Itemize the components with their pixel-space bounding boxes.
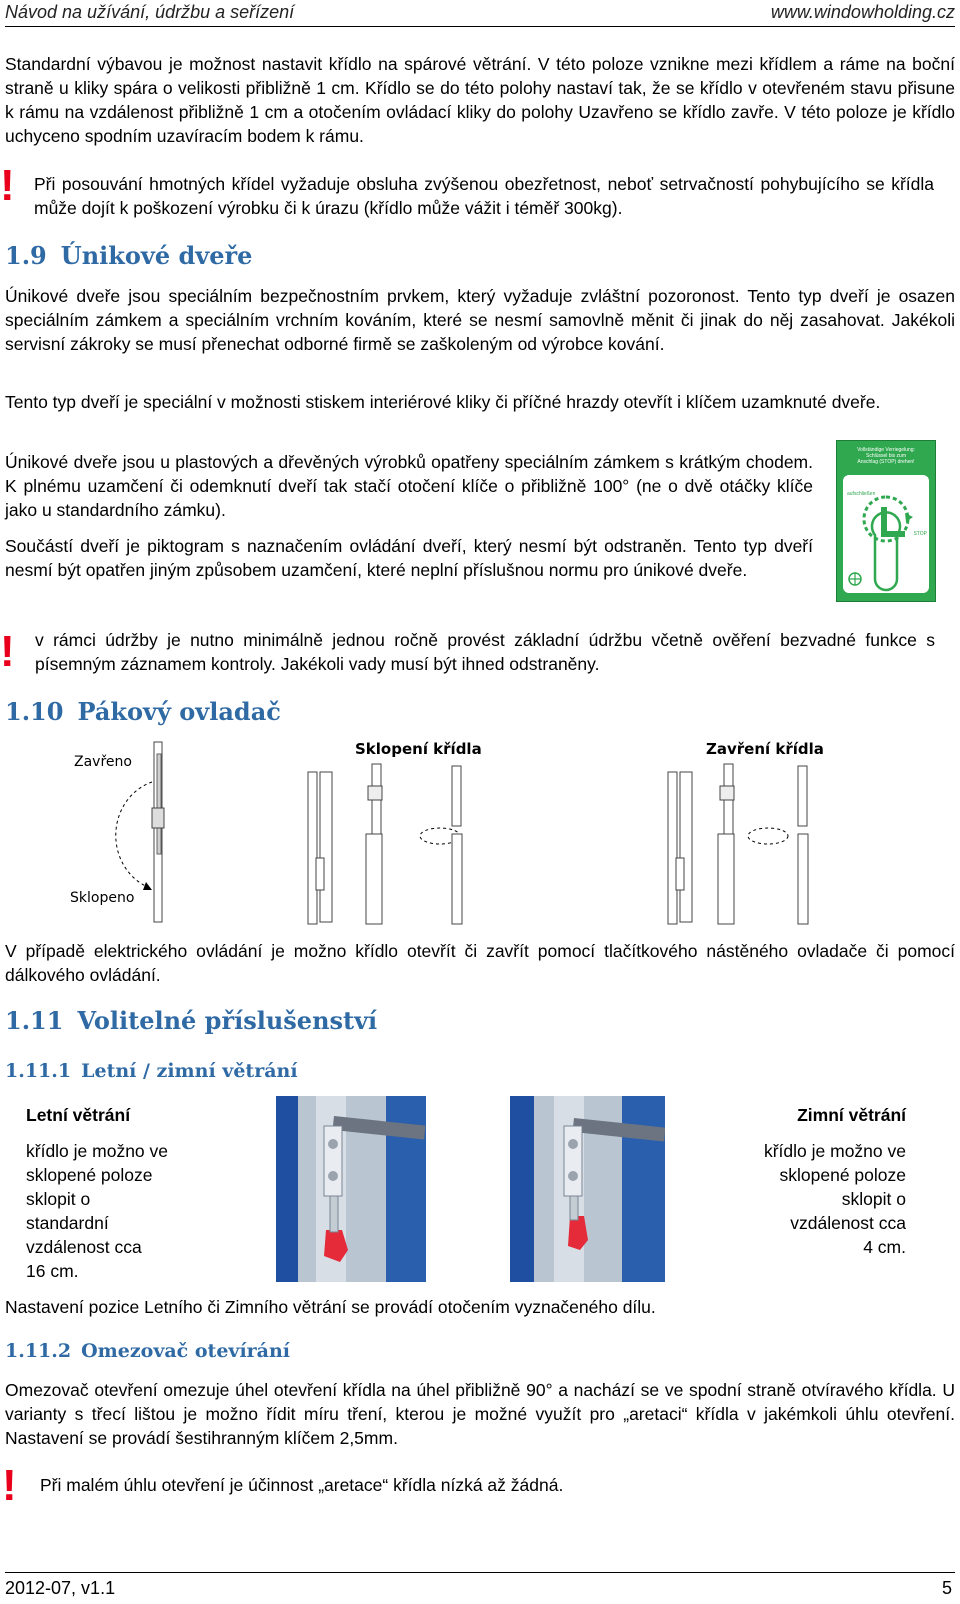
window-fitting-photo-icon	[276, 1096, 426, 1282]
label-tilted: Sklopeno	[70, 890, 135, 906]
section-heading-1-10: 1.10 Pákový ovladač	[5, 697, 281, 726]
pictogram-text-3: Anschlag (STOP) drehen!	[857, 459, 915, 465]
summer-line: sklopené poloze	[26, 1165, 153, 1185]
header-divider	[5, 26, 955, 27]
handle-close-icon	[660, 738, 890, 928]
pictogram-text-1: Vollständige Verriegelung:	[857, 447, 915, 453]
escape-door-paragraph-3: Únikové dveře jsou u plastových a dřevěných výrobků opatřeny speciálním zámkem s krátkým chodem. K plnému uzamčení či odemknutí dveří tak stačí otočení klíče o přibližně 100° (ne o dvě otáčky klíče jako u standardního zámku).	[5, 452, 813, 520]
summer-line: sklopit o	[26, 1189, 91, 1209]
summer-line: křídlo je možno ve	[26, 1141, 169, 1161]
winter-ventilation	[706, 1103, 906, 1259]
cylinder-key-icon	[843, 475, 929, 593]
opening-limiter-paragraph: Omezovač otevření omezuje úhel otevření křídla na úhel přibližně 90° a nachází se ve spodní straně otvíravého křídla. U varianty s třecí lištou je možno řídit míru tření, kterou je možné využít pro „aretaci“ křídla v jakémkoli úhlu otevření. Nastavení se provádí šestihranným klíčem 2,5mm.	[5, 1380, 955, 1448]
summer-ventilation-photo	[276, 1096, 426, 1282]
document-title: Návod na užívání, údržbu a seřízení	[5, 2, 295, 22]
escape-door-paragraph-2: Tento typ dveří je speciální v možnosti stiskem interiérové kliky či příčné hrazdy otevřít i klíčem uzamknuté dveře.	[5, 392, 881, 412]
winter-line: vzdálenost cca	[790, 1213, 906, 1233]
winter-ventilation-photo	[510, 1096, 665, 1282]
escape-door-paragraph-1: Únikové dveře jsou speciálním bezpečnostním prvkem, který vyžaduje zvláštní pozoronost. Tento typ dveří je osazen speciálním zámkem a speciálním vrchním kováním, které se nesmí samovlně měnit či jinak do něj zasahovat. Jakékoli servisní zákroky se musí přenechat odborné firmě se zaškoleným od výrobce kování.	[5, 286, 955, 354]
summer-ventilation	[26, 1103, 226, 1283]
pictogram-text-5: STOP	[913, 531, 927, 537]
warning-icon: !	[2, 1461, 17, 1510]
website-url[interactable]: www.windowholding.cz	[770, 2, 955, 22]
page-number: 5	[941, 1578, 952, 1598]
ventilation-note: Nastavení pozice Letního či Zimního větrání se provádí otočením vyznačeného dílu.	[5, 1297, 656, 1317]
summer-line: standardní	[26, 1213, 109, 1233]
footer-divider	[5, 1572, 955, 1573]
warning-maintenance: v rámci údržby je nutno minimálně jednou ročně provést základní údržbu včetně ověření bezvadné funkce s písemným záznamem kontroly. Jakékoli vady musí být ihned odstraněny.	[35, 630, 935, 674]
escape-door-paragraph-4: Součástí dveří je piktogram s naznačením ovládání dveří, který nesmí být odstraněn. Tento typ dveří nesmí být opatřen jiným způsobem uzamčení, které neplní příslušnou normu pro únikové dveře.	[5, 536, 813, 580]
warning-heavy-sash: Při posouvání hmotných křídel vyžaduje obsluha zvýšenou obezřetnost, neboť setrvačností pohybujícího se křídla může dojít k poškození výrobku či k úrazu (křídlo může vážit i téměř 300kg).	[34, 174, 934, 218]
caption-tilt: Sklopení křídla	[355, 740, 482, 758]
section-heading-1-11-2: 1.11.2 Omezovač otevírání	[5, 1340, 291, 1362]
handle-tilt-icon	[300, 738, 530, 928]
close-sash-diagram	[660, 738, 890, 928]
electric-control-paragraph: V případě elektrického ovládání je možno křídlo otevřít či zavřít pomocí tlačítkového nástěného ovladače či pomocí dálkového ovládání.	[5, 941, 955, 985]
warning-icon: !	[0, 161, 15, 210]
lever-positions-diagram	[60, 738, 200, 928]
caption-close: Zavření křídla	[706, 740, 824, 758]
section-heading-1-11-1: 1.11.1 Letní / zimní větrání	[5, 1060, 298, 1082]
tilt-sash-diagram	[300, 738, 530, 928]
section-heading-1-9: 1.9 Únikové dveře	[5, 241, 253, 270]
label-closed: Zavřeno	[74, 754, 132, 770]
summer-title: Letní větrání	[26, 1105, 131, 1125]
section-heading-1-11: 1.11 Volitelné příslušenství	[5, 1006, 378, 1035]
winter-line: 4 cm.	[863, 1237, 906, 1257]
warning-arrest: Při malém úhlu otevření je účinnost „aretace“ křídla nízká až žádná.	[40, 1475, 564, 1495]
escape-door-pictogram	[836, 440, 936, 602]
pictogram-panel	[843, 475, 929, 593]
winter-line: křídlo je možno ve	[763, 1141, 906, 1161]
warning-icon: !	[0, 627, 15, 676]
window-fitting-photo-icon	[510, 1096, 665, 1282]
pictogram-text-2: Schlüssel bis zum	[865, 453, 906, 459]
summer-line: 16 cm.	[26, 1261, 79, 1281]
winter-title: Zimní větrání	[797, 1105, 906, 1125]
winter-line: sklopené poloze	[779, 1165, 906, 1185]
intro-paragraph: Standardní výbavou je možnost nastavit křídlo na spárové větrání. V této poloze vznikne mezi křídlem a ráme na boční straně u kliky spára o velikosti přibližně 1 cm. Křídlo se do této polohy nastaví tak, že se křídlo v otevřeném stavu přisune k rámu na vzdálenost přibližně 1 cm a otočením ovládací kliky do polohy Uzavřeno se křídlo zavře. V této poloze je křídlo uchyceno spodním uzavíracím bodem k rámu.	[5, 54, 955, 146]
lever-arc-icon	[60, 738, 200, 928]
summer-line: vzdálenost cca	[26, 1237, 142, 1257]
pictogram-text-4: aufschließen	[847, 491, 876, 497]
winter-line: sklopit o	[841, 1189, 906, 1209]
document-version: 2012-07, v1.1	[5, 1578, 116, 1598]
